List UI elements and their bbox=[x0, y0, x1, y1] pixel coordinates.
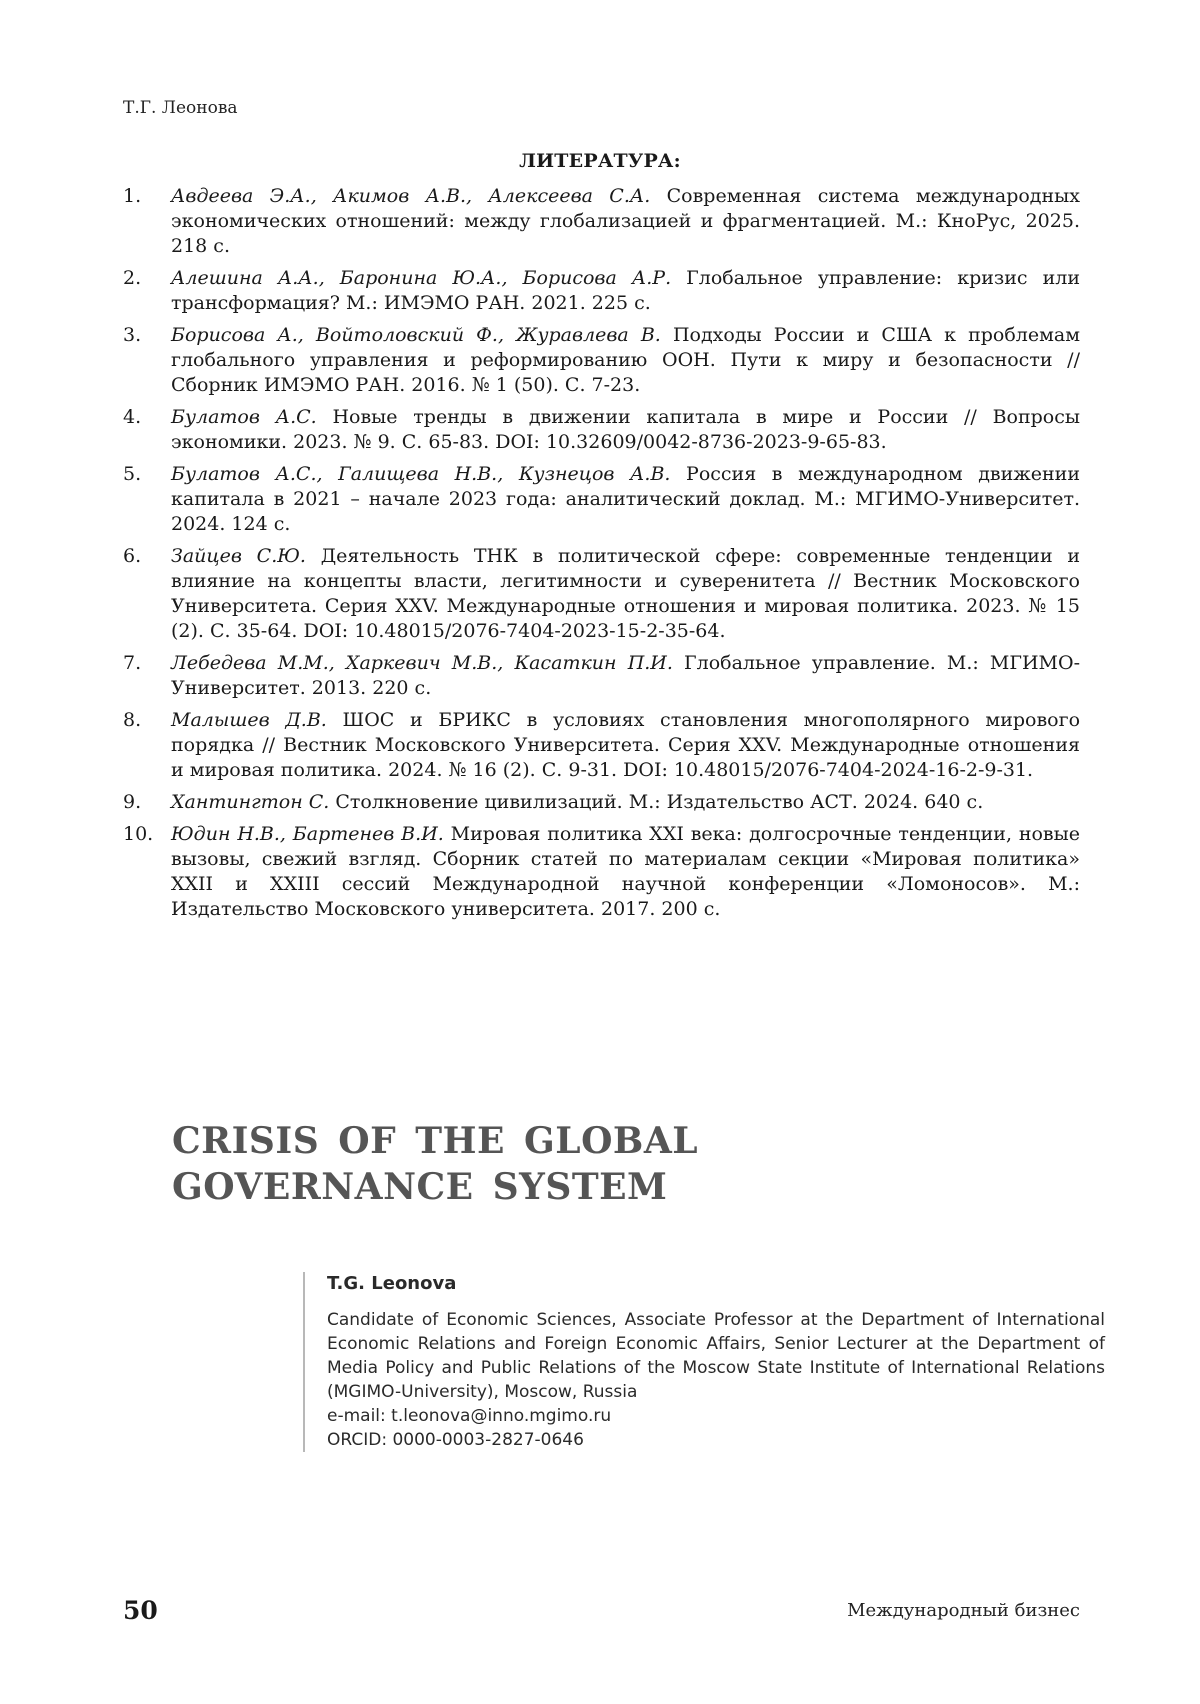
reference-body bbox=[171, 462, 1080, 537]
references-heading: ЛИТЕРАТУРА: bbox=[519, 150, 681, 172]
reference-body bbox=[171, 266, 1080, 316]
reference-list bbox=[123, 184, 1080, 929]
reference-text: Новые тренды в движении капитала в мире и России // Вопросы экономики. 2023. № 9. С. 65-83. DOI: 10.32609/0042-8736-2023-9-65-83. bbox=[171, 406, 1080, 453]
reference-authors: Зайцев С.Ю. bbox=[171, 545, 306, 567]
reference-text: Глобальное управление. М.: МГИМО-Университет. 2013. 220 с. bbox=[171, 652, 1080, 699]
reference-number: 8. bbox=[123, 709, 142, 731]
english-title-line: GOVERNANCE SYSTEM bbox=[172, 1166, 668, 1208]
reference-text: ШОС и БРИКС в условиях становления многополярного мирового порядка // Вестник Московского Университета. Серия XXV. Международные отношения и мировая политика. 2024. № 16 (2). С. 9-31. DOI: 10.48015/2076-7404-2024-16-2-9-31. bbox=[171, 709, 1081, 781]
reference-item bbox=[123, 323, 1080, 398]
english-article-title bbox=[172, 1118, 698, 1210]
reference-text: Подходы России и США к проблемам глобального управления и реформированию ООН. Пути к миру и безопасности // Сборник ИМЭМО РАН. 2016. № 1 (50). С. 7-23. bbox=[171, 324, 1080, 396]
reference-authors: Лебедева М.М., Харкевич М.В., Касаткин П.И. bbox=[171, 652, 673, 674]
reference-number: 2. bbox=[123, 267, 142, 289]
reference-number: 4. bbox=[123, 406, 142, 428]
reference-number: 1. bbox=[123, 185, 142, 207]
reference-text: Мировая политика XXI века: долгосрочные тенденции, новые вызовы, свежий взгляд. Сборник статей по материалам секции «Мировая политика» XXII и XXIII сессий Международной научной конференции «Ломоносов». М.: Издательство Московского университета. 2017. 200 с. bbox=[171, 823, 1080, 920]
reference-number: 3. bbox=[123, 324, 142, 346]
author-name: T.G. Leonova bbox=[327, 1273, 457, 1294]
reference-body bbox=[171, 323, 1080, 398]
reference-body bbox=[171, 544, 1080, 644]
reference-item bbox=[123, 544, 1080, 644]
reference-text: Современная система международных экономических отношений: между глобализацией и фрагментацией. М.: КноРус, 2025. 218 с. bbox=[171, 185, 1080, 257]
reference-item bbox=[123, 790, 1080, 815]
reference-body bbox=[171, 184, 1080, 259]
reference-number: 9. bbox=[123, 791, 142, 813]
running-header: Т.Г. Леонова bbox=[123, 98, 238, 118]
reference-text: Столкновение цивилизаций. М.: Издательство АСТ. 2024. 640 с. bbox=[329, 791, 984, 813]
reference-number: 10. bbox=[123, 823, 154, 845]
reference-item bbox=[123, 184, 1080, 259]
reference-authors: Булатов А.С. bbox=[171, 406, 317, 428]
reference-item bbox=[123, 651, 1080, 701]
reference-item bbox=[123, 708, 1080, 783]
reference-authors: Булатов А.С., Галищева Н.В., Кузнецов А.В. bbox=[171, 463, 671, 485]
reference-number: 7. bbox=[123, 652, 142, 674]
reference-text: Деятельность ТНК в политической сфере: современные тенденции и влияние на концепты власти, легитимности и суверенитета // Вестник Московского Университета. Серия XXV. Международные отношения и мировая политика. 2023. № 15 (2). С. 35-64. DOI: 10.48015/2076-7404-2023-15-2-35-64. bbox=[171, 545, 1080, 642]
reference-item bbox=[123, 822, 1080, 922]
reference-authors: Юдин Н.В., Бартенев В.И. bbox=[171, 823, 444, 845]
reference-number: 6. bbox=[123, 545, 142, 567]
reference-number: 5. bbox=[123, 463, 142, 485]
reference-text: Россия в международном движении капитала в 2021 – начале 2023 года: аналитический доклад. М.: МГИМО-Университет. 2024. 124 с. bbox=[171, 463, 1080, 535]
reference-body bbox=[171, 405, 1080, 455]
reference-authors: Хантингтон С. bbox=[171, 791, 330, 813]
page-number: 50 bbox=[123, 1596, 158, 1625]
reference-body bbox=[171, 822, 1080, 922]
author-info-block bbox=[303, 1272, 1105, 1452]
reference-item bbox=[123, 405, 1080, 455]
author-email: e-mail: t.leonova@inno.mgimo.ru bbox=[327, 1406, 612, 1426]
reference-body bbox=[171, 790, 1080, 815]
journal-name: Международный бизнес bbox=[847, 1600, 1080, 1621]
author-affiliation: Candidate of Economic Sciences, Associate Professor at the Department of International Economic Relations and Foreign Economic Affairs, Senior Lecturer at the Department of Media Policy and Public Relations of the Moscow State Institute of International Relations (MGIMO-University), Moscow, Russia bbox=[327, 1310, 1105, 1402]
reference-authors: Малышев Д.В. bbox=[171, 709, 327, 731]
reference-authors: Борисова А., Войтоловский Ф., Журавлева В. bbox=[171, 324, 661, 346]
english-title-line: CRISIS OF THE GLOBAL bbox=[172, 1120, 699, 1162]
reference-authors: Алешина А.А., Баронина Ю.А., Борисова А.Р. bbox=[171, 267, 672, 289]
reference-text: Глобальное управление: кризис или трансформация? М.: ИМЭМО РАН. 2021. 225 с. bbox=[171, 267, 1081, 314]
reference-item bbox=[123, 462, 1080, 537]
reference-body bbox=[171, 708, 1080, 783]
reference-authors: Авдеева Э.А., Акимов А.В., Алексеева С.А. bbox=[171, 185, 651, 207]
reference-body bbox=[171, 651, 1080, 701]
reference-item bbox=[123, 266, 1080, 316]
author-orcid: ORCID: 0000-0003-2827-0646 bbox=[327, 1430, 584, 1450]
